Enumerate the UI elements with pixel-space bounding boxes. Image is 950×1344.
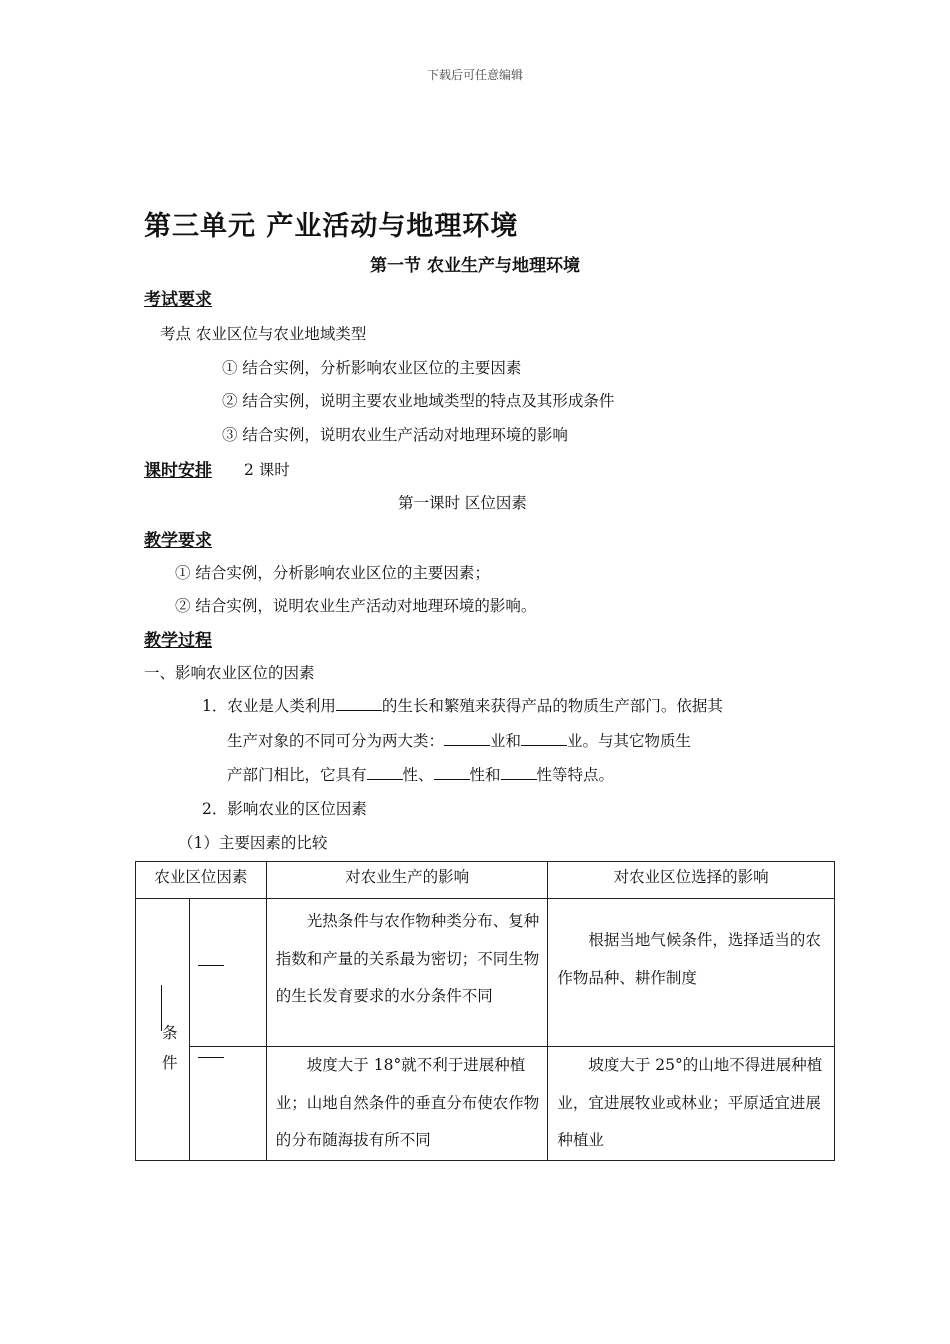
process-p2: 2．影响农业的区位因素 [202, 800, 367, 818]
fill-blank [444, 731, 490, 746]
condition-group-cell [136, 899, 190, 1161]
process-p1-line3: 产部门相比，它具有 性、 性和 性等特点。 [227, 766, 615, 784]
fill-blank [367, 765, 403, 780]
page-header-note: 下载后可任意编辑 [426, 68, 523, 82]
schedule-heading: 课时安排 [144, 461, 212, 481]
process-heading: 教学过程 [144, 631, 212, 651]
table-row-2-factor [189, 1047, 266, 1161]
teaching-requirements-heading: 教学要求 [144, 531, 212, 551]
process-p1-line2: 生产对象的不同可分为两大类： 业和 业。与其它物质生 [227, 732, 692, 750]
teaching-item-2: ② 结合实例，说明农业生产活动对地理环境的影响。 [175, 597, 537, 615]
lesson-title: 第一课时 区位因素 [398, 494, 527, 512]
table-row-2-impact: 坡度大于 18°就不利于进展种植业；山地自然条件的垂直分布使农作物的分布随海拔有所不同 [266, 1047, 548, 1161]
section-title: 第一节 农业生产与地理环境 [370, 256, 580, 276]
table-row-1-impact: 光热条件与农作物种类分布、复种指数和产量的关系最为密切；不同生物的生长发育要求的水分条件不同 [266, 899, 548, 1047]
exam-requirements-heading: 考试要求 [144, 290, 212, 310]
exam-item-3: ③ 结合实例，说明农业生产活动对地理环境的影响 [222, 426, 568, 444]
schedule-value: 2 课时 [244, 461, 290, 479]
exam-point: 考点 农业区位与农业地域类型 [160, 325, 367, 343]
fill-blank [198, 1057, 224, 1058]
process-p1-line1: 1．农业是人类利用 的生长和繁殖来获得产品的物质生产部门。依据其 [202, 697, 723, 715]
fill-blank [434, 765, 470, 780]
exam-item-1: ① 结合实例，分析影响农业区位的主要因素 [222, 359, 522, 377]
table-header-factor: 农业区位因素 [136, 862, 267, 899]
fill-blank [198, 965, 224, 966]
table-row-2-choice: 坡度大于 25°的山地不得进展种植业，宜进展牧业或林业；平原适宜进展种植业 [548, 1047, 835, 1161]
fill-blank [336, 696, 382, 711]
process-p3: （1）主要因素的比较 [178, 834, 328, 852]
table-header-location-impact: 对农业区位选择的影响 [548, 862, 835, 899]
table-header-production-impact: 对农业生产的影响 [266, 862, 548, 899]
teaching-item-1: ① 结合实例，分析影响农业区位的主要因素； [175, 564, 490, 582]
fill-blank [521, 731, 567, 746]
factor-comparison-table [135, 861, 835, 1161]
condition-label-2: 件 [162, 1054, 178, 1072]
table-row-1-factor [189, 899, 266, 1047]
condition-label-1: 条 [162, 1024, 178, 1042]
unit-title: 第三单元 产业活动与地理环境 [144, 211, 519, 242]
exam-item-2: ② 结合实例，说明主要农业地域类型的特点及其形成条件 [222, 392, 615, 410]
fill-blank [501, 765, 537, 780]
table-row-1-choice: 根据当地气候条件，选择适当的农作物品种、耕作制度 [548, 899, 835, 1047]
process-sub1: 一、影响农业区位的因素 [144, 664, 315, 682]
